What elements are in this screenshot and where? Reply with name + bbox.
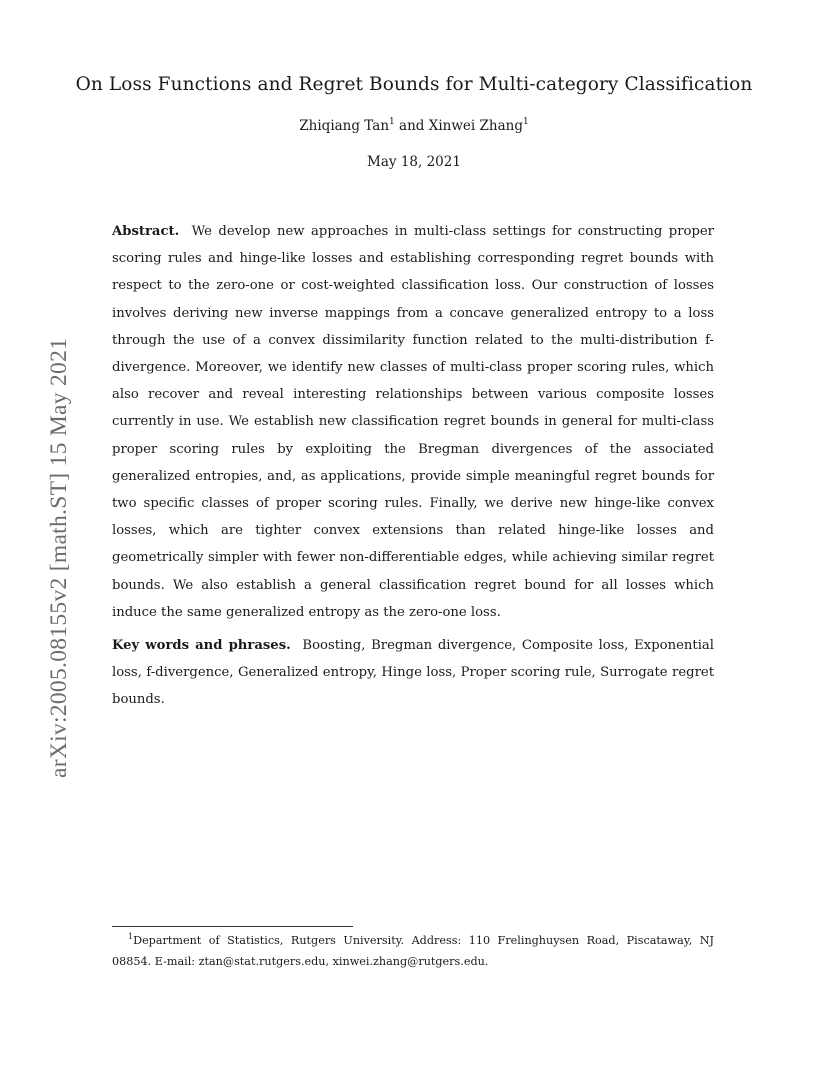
footnote-mark: 1	[128, 932, 134, 941]
author-name: Xinwei Zhang	[428, 118, 523, 134]
keywords-paragraph	[112, 632, 714, 714]
paper-date: May 18, 2021	[367, 154, 461, 170]
affiliation-mark: 1	[389, 117, 395, 127]
authors-line	[0, 118, 828, 134]
arxiv-identifier: arXiv:2005.08155v2 [math.ST] 15 May 2021	[46, 337, 72, 778]
footnote-paragraph	[112, 930, 714, 972]
arxiv-sidebar	[0, 268, 72, 778]
abstract-text: We develop new approaches in multi-class settings for constructing proper scoring rules and hinge-like losses and establishing corresponding regret bounds with respect to the zero-one or cost-weighted classification loss. Our construction of losses involves deriving new inverse mappings from a concave generalized entropy to a loss through the use of a convex dissimilarity function related to the multi-distribution f-divergence. Moreover, we identify new classes of multi-class proper scoring rules, which also recover and reveal interesting relationships between various composite losses currently in use. We establish new classification regret bounds in general for multi-class proper scoring rules by exploiting the Bregman divergences of the associated generalized entropies, and, as applications, provide simple meaningful regret bounds for two specific classes of proper scoring rules. Finally, we derive new hinge-like convex losses, which are tighter convex extensions than related hinge-like losses and geometrically simpler with fewer non-differentiable edges, while achieving similar regret bounds. We also establish a general classification regret bound for all losses which induce the same generalized entropy as the zero-one loss.	[112, 224, 714, 620]
paper-title: On Loss Functions and Regret Bounds for Multi-category Classification	[75, 74, 753, 95]
abstract-paragraph	[112, 218, 714, 626]
abstract-label: Abstract.	[112, 224, 180, 239]
keywords-label: Key words and phrases.	[112, 638, 291, 653]
affiliation-mark: 1	[522, 117, 529, 127]
footnote-divider	[112, 926, 353, 927]
author-name: Zhiqiang Tan	[299, 118, 390, 134]
footnote-text: Department of Statistics, Rutgers University. Address: 110 Frelinghuysen Road, Piscataway, NJ 08854. E-mail: ztan@stat.rutgers.edu, xinwei.zhang@rutgers.edu.	[112, 934, 714, 968]
author-separator: and	[394, 118, 429, 134]
keywords-text: Boosting, Bregman divergence, Composite loss, Exponential loss, f-divergence, Generalized entropy, Hinge loss, Proper scoring rule, Surrogate regret bounds.	[112, 638, 714, 708]
